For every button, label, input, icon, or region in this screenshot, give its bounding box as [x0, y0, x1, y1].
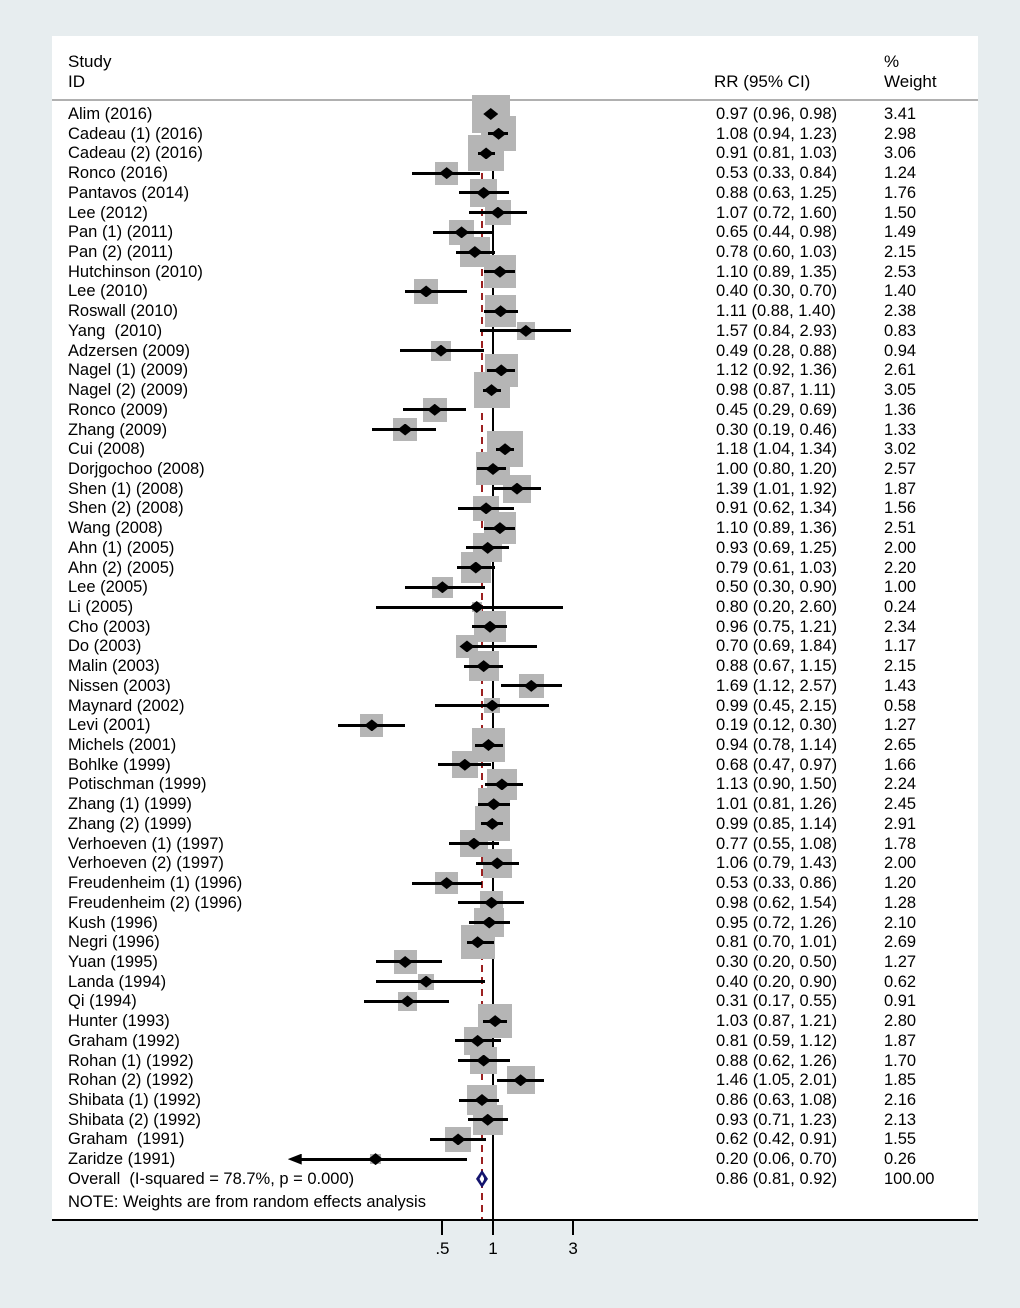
weight-value: 3.06: [884, 144, 917, 163]
header-rule: [52, 99, 978, 101]
rr-value: 1.46 (1.05, 2.01): [716, 1071, 838, 1090]
weight-value: 1.27: [884, 716, 917, 735]
x-axis-tick: [492, 1220, 494, 1235]
rr-value: 0.93 (0.71, 1.23): [716, 1110, 838, 1129]
x-axis-tick-label: 1: [488, 1239, 498, 1258]
weight-value: 0.83: [884, 321, 917, 340]
rr-value: 0.49 (0.28, 0.88): [716, 341, 838, 360]
study-label: Ronco (2016): [68, 164, 168, 183]
weight-value: 2.34: [884, 617, 917, 636]
study-label: Shibata (2) (1992): [68, 1110, 201, 1129]
weight-value: 2.51: [884, 519, 917, 538]
rr-value: 1.11 (0.88, 1.40): [716, 302, 836, 321]
weight-value: 1.20: [884, 874, 917, 893]
rr-value: 0.30 (0.20, 0.50): [716, 952, 838, 971]
study-label: Zhang (1) (1999): [68, 795, 192, 814]
weight-value: 2.53: [884, 262, 917, 281]
rr-value: 1.13 (0.90, 1.50): [716, 775, 838, 794]
study-label: Zaridze (1991): [68, 1150, 176, 1169]
rr-value: 1.07 (0.72, 1.60): [716, 203, 838, 222]
rr-value: 1.18 (1.04, 1.34): [716, 440, 838, 459]
rr-value: 1.69 (1.12, 2.57): [716, 676, 838, 695]
rr-value: 0.98 (0.62, 1.54): [716, 893, 838, 912]
rr-value: 0.91 (0.81, 1.03): [716, 144, 838, 163]
weight-value: 0.26: [884, 1150, 917, 1169]
study-label: Kush (1996): [68, 913, 158, 932]
weight-value: 1.56: [884, 499, 917, 518]
study-label: Landa (1994): [68, 972, 167, 991]
study-label: Michels (2001): [68, 736, 177, 755]
x-axis-tick: [441, 1220, 443, 1235]
rr-value: 0.78 (0.60, 1.03): [716, 243, 838, 262]
study-label: Zhang (2) (1999): [68, 814, 192, 833]
rr-value: 1.01 (0.81, 1.26): [716, 795, 838, 814]
rr-value: 1.00 (0.80, 1.20): [716, 459, 838, 478]
rr-value: 1.57 (0.84, 2.93): [716, 321, 838, 340]
rr-value: 0.79 (0.61, 1.03): [716, 558, 838, 577]
study-label: Graham (1991): [68, 1130, 185, 1149]
study-label: Rohan (1) (1992): [68, 1051, 194, 1070]
rr-value: 0.70 (0.69, 1.84): [716, 637, 838, 656]
study-label: Roswall (2010): [68, 302, 179, 321]
overall-rr-value: 0.86 (0.81, 0.92): [716, 1169, 838, 1188]
rr-value: 0.20 (0.06, 0.70): [716, 1150, 838, 1169]
rr-value: 1.10 (0.89, 1.36): [716, 519, 838, 538]
weight-value: 2.24: [884, 775, 917, 794]
study-label: Malin (2003): [68, 657, 160, 676]
weight-value: 1.43: [884, 676, 917, 695]
overall-diamond-fill: [479, 1174, 484, 1183]
weight-value: 2.91: [884, 814, 917, 833]
weight-value: 1.55: [884, 1130, 917, 1149]
rr-value: 0.40 (0.20, 0.90): [716, 972, 838, 991]
study-label: Shen (1) (2008): [68, 479, 184, 498]
weight-value: 1.85: [884, 1071, 917, 1090]
rr-value: 0.88 (0.67, 1.15): [716, 657, 838, 676]
weight-value: 2.13: [884, 1110, 917, 1129]
study-label: Nagel (2) (2009): [68, 381, 189, 400]
study-label: Ahn (2) (2005): [68, 558, 175, 577]
study-label: Alim (2016): [68, 105, 153, 123]
weight-value: 0.62: [884, 972, 917, 991]
study-label: Shen (2) (2008): [68, 499, 184, 518]
weight-value: 1.76: [884, 183, 917, 202]
rr-value: 0.81 (0.59, 1.12): [716, 1031, 838, 1050]
weight-value: 2.45: [884, 795, 917, 814]
rr-value: 0.40 (0.30, 0.70): [716, 282, 838, 301]
study-label: Graham (1992): [68, 1031, 180, 1050]
rr-value: 0.98 (0.87, 1.11): [716, 381, 836, 400]
study-label: Yang (2010): [68, 321, 163, 340]
rr-value: 0.77 (0.55, 1.08): [716, 834, 838, 853]
weight-value: 1.27: [884, 952, 917, 971]
study-label: Li (2005): [68, 598, 134, 616]
weight-value: 1.17: [884, 637, 917, 656]
column-header-percent: %: [884, 52, 900, 71]
rr-value: 0.99 (0.85, 1.14): [716, 814, 838, 833]
ci-line: [376, 606, 563, 609]
study-label: Lee (2010): [68, 282, 148, 301]
rr-value: 1.03 (0.87, 1.21): [716, 1012, 838, 1031]
weight-value: 2.65: [884, 736, 917, 755]
study-label: Adzersen (2009): [68, 341, 190, 360]
weight-value: 1.24: [884, 164, 917, 183]
weight-value: 3.05: [884, 381, 917, 400]
column-header-id: ID: [68, 72, 85, 91]
weight-value: 0.58: [884, 696, 917, 715]
weight-value: 2.00: [884, 538, 917, 557]
rr-value: 1.39 (1.01, 1.92): [716, 479, 838, 498]
weight-value: 2.15: [884, 657, 917, 676]
study-label: Bohlke (1999): [68, 755, 171, 774]
x-axis-tick: [572, 1220, 574, 1235]
rr-value: 0.81 (0.70, 1.01): [716, 933, 838, 952]
study-label: Zhang (2009): [68, 420, 168, 439]
weight-value: 2.15: [884, 243, 917, 262]
study-label: Cadeau (2) (2016): [68, 144, 203, 163]
study-label: Verhoeven (2) (1997): [68, 854, 224, 873]
study-label: Pan (1) (2011): [68, 223, 174, 242]
rr-value: 0.19 (0.12, 0.30): [716, 716, 838, 735]
study-label: Cui (2008): [68, 440, 146, 459]
study-label: Pantavos (2014): [68, 183, 190, 202]
rr-value: 0.62 (0.42, 0.91): [716, 1130, 838, 1149]
weight-value: 2.80: [884, 1012, 917, 1031]
study-label: Cadeau (1) (2016): [68, 124, 203, 143]
study-label: Ahn (1) (2005): [68, 538, 175, 557]
study-label: Negri (1996): [68, 933, 160, 952]
x-axis-line: [52, 1219, 978, 1221]
rr-value: 0.53 (0.33, 0.84): [716, 164, 838, 183]
weight-value: 2.98: [884, 124, 917, 143]
rr-value: 0.80 (0.20, 2.60): [716, 598, 838, 616]
study-label: Hunter (1993): [68, 1012, 170, 1031]
weight-value: 0.91: [884, 992, 917, 1011]
weight-value: 1.50: [884, 203, 917, 222]
study-label: Do (2003): [68, 637, 142, 656]
weight-value: 1.00: [884, 578, 917, 597]
weight-value: 1.28: [884, 893, 917, 912]
rr-value: 0.50 (0.30, 0.90): [716, 578, 838, 597]
study-label: Hutchinson (2010): [68, 262, 203, 281]
weight-value: 1.33: [884, 420, 917, 439]
study-label: Wang (2008): [68, 519, 163, 538]
rr-value: 0.45 (0.29, 0.69): [716, 400, 838, 419]
weight-value: 1.87: [884, 479, 917, 498]
study-label: Maynard (2002): [68, 696, 185, 715]
rr-value: 0.95 (0.72, 1.26): [716, 913, 838, 932]
rr-value: 0.96 (0.75, 1.21): [716, 617, 838, 636]
rr-value: 0.53 (0.33, 0.86): [716, 874, 838, 893]
study-label: Qi (1994): [68, 992, 137, 1011]
study-label: Dorjgochoo (2008): [68, 459, 205, 478]
weight-value: 1.70: [884, 1051, 917, 1070]
overall-label: Overall (I-squared = 78.7%, p = 0.000): [68, 1169, 355, 1188]
weight-value: 0.24: [884, 598, 917, 616]
study-label: Pan (2) (2011): [68, 243, 174, 262]
rr-value: 0.88 (0.63, 1.25): [716, 183, 838, 202]
study-label: Ronco (2009): [68, 400, 168, 419]
rr-value: 1.08 (0.94, 1.23): [716, 124, 838, 143]
study-label: Lee (2012): [68, 203, 148, 222]
study-label: Nagel (1) (2009): [68, 361, 189, 380]
weight-value: 2.69: [884, 933, 917, 952]
study-label: Shibata (1) (1992): [68, 1091, 201, 1109]
rr-value: 0.65 (0.44, 0.98): [716, 223, 838, 242]
note-text: NOTE: Weights are from random effects analysis: [68, 1193, 426, 1211]
study-label: Potischman (1999): [68, 775, 207, 794]
rr-value: 0.94 (0.78, 1.14): [716, 736, 838, 755]
study-label: Freudenheim (2) (1996): [68, 893, 243, 912]
x-axis-tick-label: .5: [435, 1239, 450, 1258]
ci-line: [405, 290, 467, 293]
rr-value: 0.31 (0.17, 0.55): [716, 992, 838, 1011]
column-header-rr: RR (95% CI): [714, 72, 811, 91]
study-label: Freudenheim (1) (1996): [68, 874, 243, 893]
rr-value: 0.99 (0.45, 2.15): [716, 696, 838, 715]
rr-value: 0.68 (0.47, 0.97): [716, 755, 838, 774]
study-label: Lee (2005): [68, 578, 148, 597]
overall-weight-value: 100.00: [884, 1169, 935, 1188]
weight-value: 1.40: [884, 282, 917, 301]
rr-value: 0.91 (0.62, 1.34): [716, 499, 838, 518]
weight-value: 1.36: [884, 400, 917, 419]
column-header-study: Study: [68, 52, 112, 71]
rr-value: 0.30 (0.19, 0.46): [716, 420, 838, 439]
weight-value: 3.41: [884, 105, 917, 123]
study-label: Levi (2001): [68, 716, 151, 735]
rr-value: 0.97 (0.96, 0.98): [716, 105, 838, 123]
rr-value: 1.10 (0.89, 1.35): [716, 262, 838, 281]
weight-value: 0.94: [884, 341, 917, 360]
rr-value: 1.06 (0.79, 1.43): [716, 854, 838, 873]
rr-value: 1.12 (0.92, 1.36): [716, 361, 838, 380]
rr-value: 0.86 (0.63, 1.08): [716, 1091, 838, 1109]
study-label: Verhoeven (1) (1997): [68, 834, 224, 853]
study-label: Cho (2003): [68, 617, 151, 636]
weight-value: 1.49: [884, 223, 917, 242]
weight-value: 2.57: [884, 459, 917, 478]
ci-line: [466, 645, 538, 648]
weight-value: 3.02: [884, 440, 917, 459]
weight-value: 2.16: [884, 1091, 917, 1109]
weight-value: 2.61: [884, 361, 917, 380]
rr-value: 0.93 (0.69, 1.25): [716, 538, 838, 557]
weight-value: 1.87: [884, 1031, 917, 1050]
weight-value: 2.38: [884, 302, 917, 321]
study-label: Yuan (1995): [68, 952, 158, 971]
study-label: Rohan (2) (1992): [68, 1071, 194, 1090]
column-header-weight: Weight: [884, 72, 937, 91]
x-axis-tick-label: 3: [568, 1239, 578, 1258]
study-label: Nissen (2003): [68, 676, 171, 695]
rr-value: 0.88 (0.62, 1.26): [716, 1051, 838, 1070]
weight-value: 1.66: [884, 755, 917, 774]
weight-value: 2.10: [884, 913, 917, 932]
weight-value: 2.20: [884, 558, 917, 577]
weight-value: 2.00: [884, 854, 917, 873]
weight-value: 1.78: [884, 834, 917, 853]
